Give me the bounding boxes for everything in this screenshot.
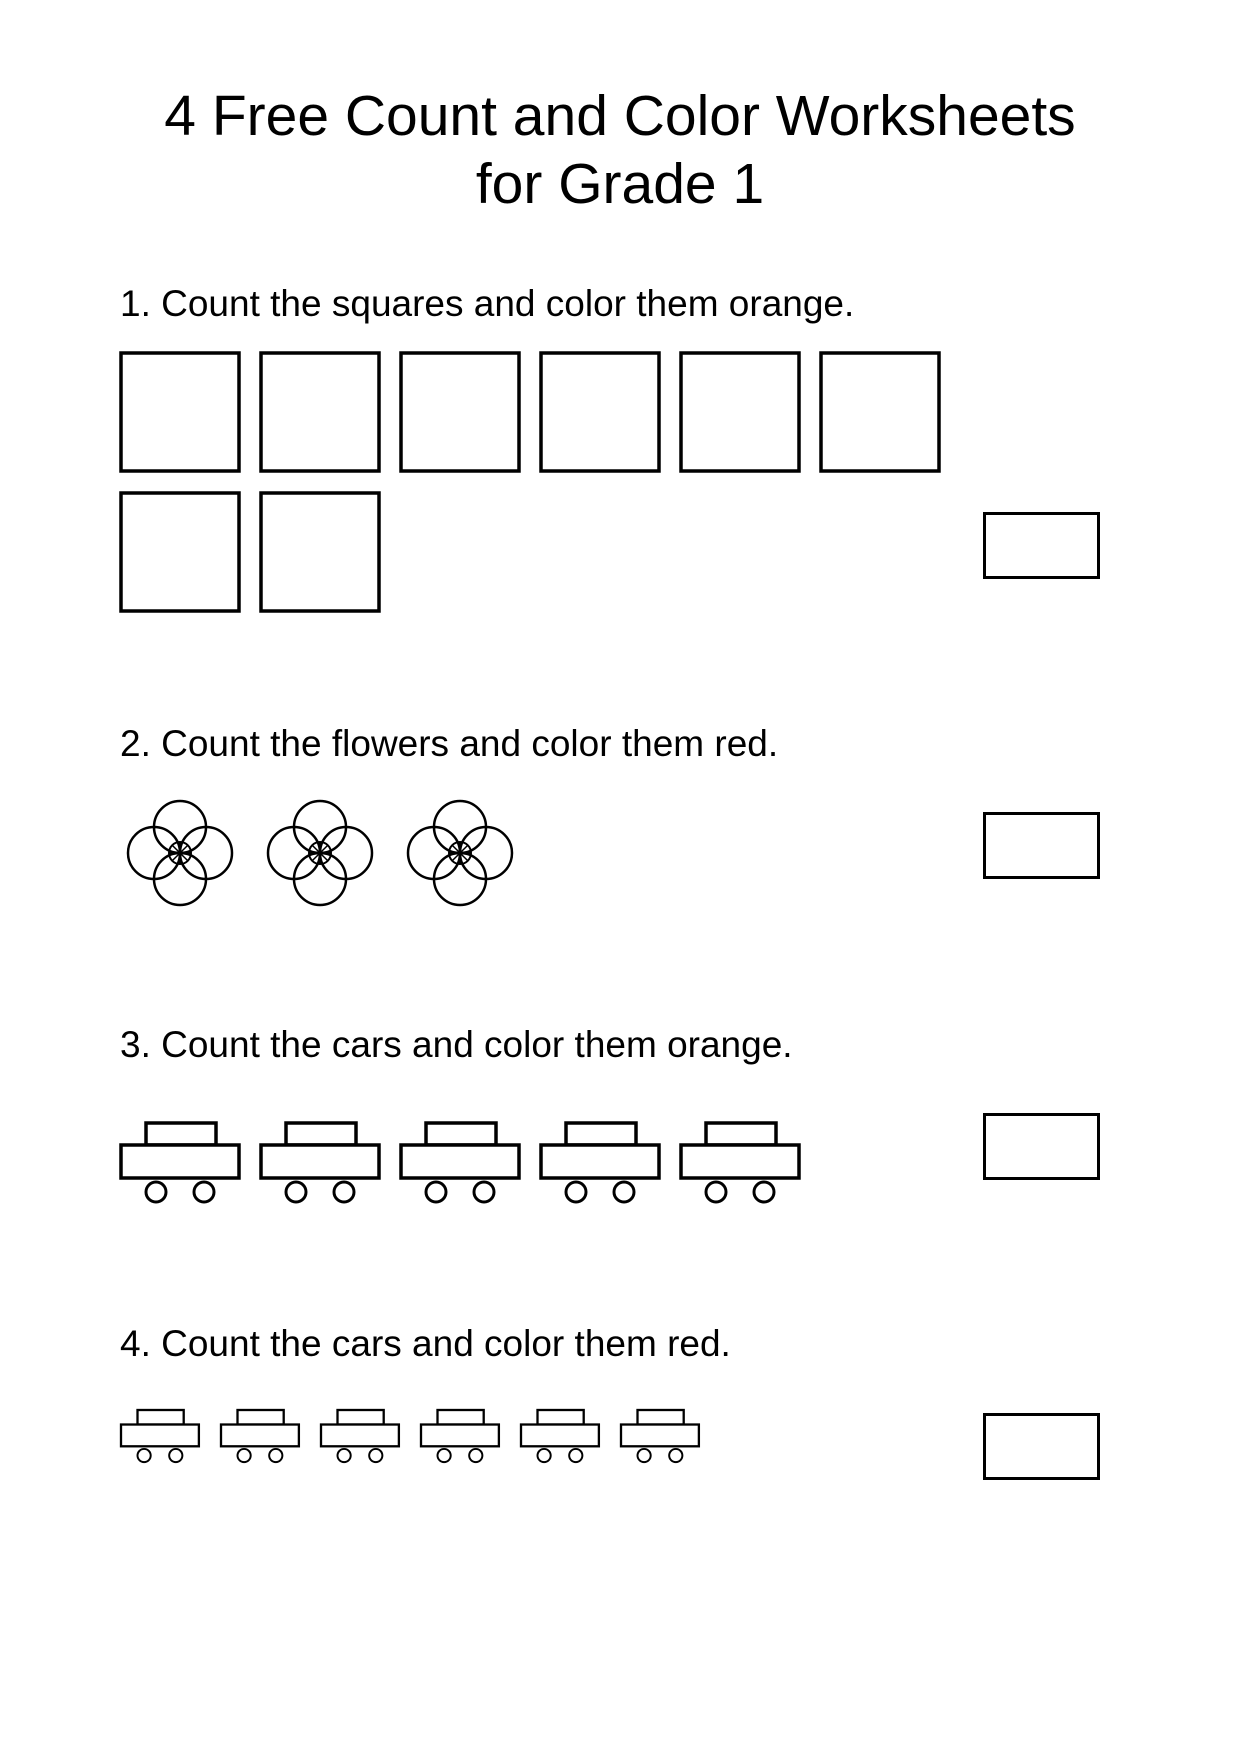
answer-box-2[interactable] xyxy=(983,812,1100,879)
car-shape[interactable] xyxy=(421,1410,499,1462)
title-line-1: 4 Free Count and Color Worksheets xyxy=(164,84,1076,148)
square-shape[interactable] xyxy=(261,493,379,611)
square-shape[interactable] xyxy=(261,353,379,471)
question-1-squares[interactable] xyxy=(121,353,939,611)
question-2-flowers[interactable] xyxy=(128,801,512,905)
car-shape[interactable] xyxy=(541,1123,659,1202)
car-shape[interactable] xyxy=(261,1123,379,1202)
question-4-cars[interactable] xyxy=(121,1410,699,1462)
question-4-text: 4. Count the cars and color them red. xyxy=(120,1323,731,1364)
square-shape[interactable] xyxy=(681,353,799,471)
question-3-text: 3. Count the cars and color them orange. xyxy=(120,1024,793,1065)
answer-box-3[interactable] xyxy=(983,1113,1100,1180)
flower-shape[interactable] xyxy=(408,801,512,905)
square-shape[interactable] xyxy=(541,353,659,471)
car-shape[interactable] xyxy=(681,1123,799,1202)
car-shape[interactable] xyxy=(321,1410,399,1462)
flower-shape[interactable] xyxy=(128,801,232,905)
title-line-2: for Grade 1 xyxy=(475,152,765,216)
flower-shape[interactable] xyxy=(268,801,372,905)
answer-box-4[interactable] xyxy=(983,1413,1100,1480)
question-3-cars[interactable] xyxy=(121,1123,799,1202)
square-shape[interactable] xyxy=(821,353,939,471)
answer-box-1[interactable] xyxy=(983,512,1100,579)
square-shape[interactable] xyxy=(401,353,519,471)
car-shape[interactable] xyxy=(621,1410,699,1462)
car-shape[interactable] xyxy=(401,1123,519,1202)
question-2-text: 2. Count the flowers and color them red. xyxy=(120,723,779,764)
square-shape[interactable] xyxy=(121,493,239,611)
car-shape[interactable] xyxy=(521,1410,599,1462)
car-shape[interactable] xyxy=(221,1410,299,1462)
square-shape[interactable] xyxy=(121,353,239,471)
car-shape[interactable] xyxy=(121,1410,199,1462)
car-shape[interactable] xyxy=(121,1123,239,1202)
question-1-text: 1. Count the squares and color them orange. xyxy=(120,283,855,324)
